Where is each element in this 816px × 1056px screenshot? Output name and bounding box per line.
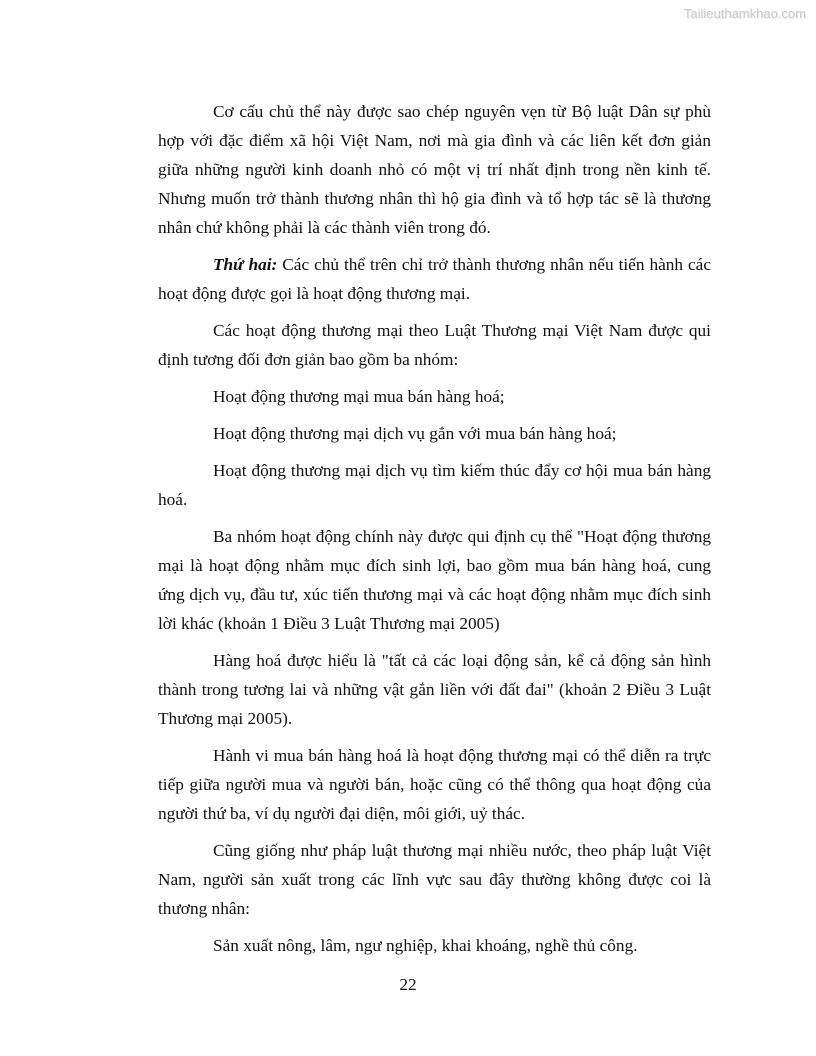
paragraph: Cũng giống như pháp luật thương mại nhiều nước, theo pháp luật Việt Nam, người sản xuất trong các lĩnh vực sau đây thường không được coi là thương nhân:: [158, 841, 711, 918]
list-item: Hoạt động thương mại mua bán hàng hoá;: [213, 387, 505, 406]
paragraph: Hàng hoá được hiểu là "tất cả các loại động sản, kể cả động sản hình thành trong tương lai và những vật gắn liền với đất đai" (khoản 2 Điều 3 Luật Thương mại 2005).: [158, 651, 711, 728]
page-number: 22: [399, 975, 417, 994]
paragraph: Các hoạt động thương mại theo Luật Thương mại Việt Nam được qui định tương đối đơn giản bao gồm ba nhóm:: [158, 321, 711, 369]
paragraph: [158, 250, 711, 308]
list-item: Sản xuất nông, lâm, ngư nghiệp, khai khoáng, nghề thủ công.: [213, 936, 638, 955]
paragraph: Ba nhóm hoạt động chính này được qui định cụ thể "Hoạt động thương mại là hoạt động nhằm mục đích sinh lợi, bao gồm mua bán hàng hoá, cung ứng dịch vụ, đầu tư, xúc tiến thương mại và các hoạt động nhằm mục đích sinh lời khác (khoản 1 Điều 3 Luật Thương mại 2005): [158, 527, 711, 633]
list-item: Hoạt động thương mại dịch vụ gắn với mua bán hàng hoá;: [213, 424, 617, 443]
list-item: Hoạt động thương mại dịch vụ tìm kiếm thúc đẩy cơ hội mua bán hàng hoá.: [158, 461, 711, 509]
paragraph-lead: Thứ hai:: [213, 255, 278, 274]
watermark: Tailieuthamkhao.com: [683, 6, 806, 21]
paragraph-text: Các chủ thể trên chỉ trở thành thương nhân nếu tiến hành các hoạt động được gọi là hoạt động thương mại.: [158, 255, 712, 303]
paragraph: Cơ cấu chủ thể này được sao chép nguyên vẹn từ Bộ luật Dân sự phù hợp với đặc điểm xã hội Việt Nam, nơi mà gia đình và các liên kết đơn giản giữa những người kinh doanh nhỏ có một vị trí nhất định trong nền kinh tế. Nhưng muốn trở thành thương nhân thì hộ gia đình và tổ hợp tác sẽ là thương nhân chứ không phải là các thành viên trong đó.: [158, 102, 711, 237]
document-body: [158, 97, 711, 968]
paragraph: Hành vi mua bán hàng hoá là hoạt động thương mại có thể diễn ra trực tiếp giữa người mua và người bán, hoặc cũng có thể thông qua hoạt động của người thứ ba, ví dụ người đại diện, môi giới, uỷ thác.: [158, 746, 711, 823]
